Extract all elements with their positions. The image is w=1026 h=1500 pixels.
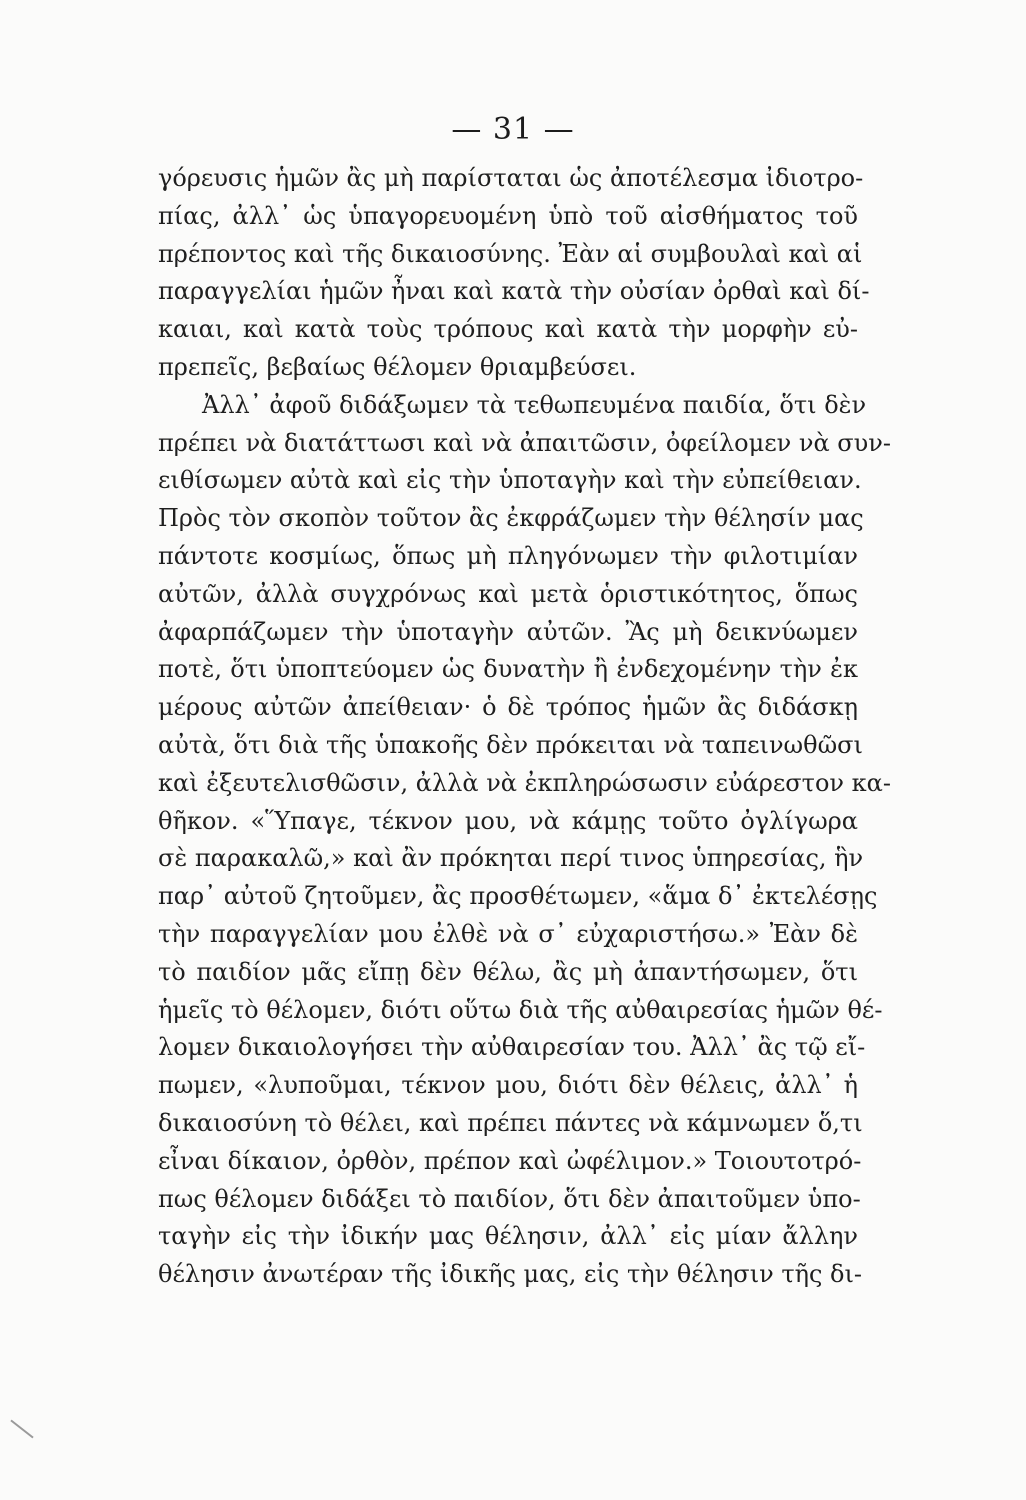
text-line: πρέποντος καὶ τῆς δικαιοσύνης. Ἐὰν αἱ συμβουλαὶ καὶ αἱ [158,239,863,268]
text-line: Πρὸς τὸν σκοπὸν τοῦτον ἂς ἐκφράζωμεν τὴν θέλησίν μας [158,504,864,533]
text-line: εἶναι δίκαιον, ὀρθὸν, πρέπον καὶ ὠφέλιμον.» Τοιουτοτρό- [158,1146,862,1175]
text-line: σὲ παρακαλῶ,» καὶ ἂν πρόκηται περί τινος ὑπηρεσίας, ἣν [158,844,864,873]
text-line: ἡμεῖς τὸ θέλομεν, διότι οὕτω διὰ τῆς αὐθαιρεσίας ἡμῶν θέ- [158,995,883,1024]
text-line: καιαι, καὶ κατὰ τοὺς τρόπους καὶ κατὰ τὴν μορφὴν εὐ- [158,315,858,344]
text-line: ἀφαρπάζωμεν τὴν ὑποταγὴν αὐτῶν. Ἂς μὴ δεικνύωμεν [158,617,858,646]
text-line: πρέπει νὰ διατάττωσι καὶ νὰ ἀπαιτῶσιν, ὀφείλομεν νὰ συν- [158,428,891,457]
text-line: δικαιοσύνη τὸ θέλει, καὶ πρέπει πάντες νὰ κάμνωμεν ὅ,τι [158,1108,863,1137]
text-line: ταγὴν εἰς τὴν ἰδικήν μας θέλησιν, ἀλλ᾽ εἰς μίαν ἄλλην [158,1222,858,1251]
text-line: τὴν παραγγελίαν μου ἐλθὲ νὰ σ᾽ εὐχαριστήσω.» Ἐὰν δὲ [158,919,858,948]
text-line: θῆκον. «Ὕπαγε, τέκνον μου, νὰ κάμῃς τοῦτο ὀγλίγωρα [158,806,858,835]
text-line: λομεν δικαιολογήσει τὴν αὐθαιρεσίαν του. Ἀλλ᾽ ἂς τῷ εἴ- [158,1033,866,1062]
text-line: παραγγελίαι ἡμῶν ἦναι καὶ κατὰ τὴν οὐσίαν ὀρθαὶ καὶ δί- [158,277,870,306]
text-line: πρεπεῖς, βεβαίως θέλομεν θριαμβεύσει. [158,352,637,381]
text-line: πωμεν, «λυποῦμαι, τέκνον μου, διότι δὲν θέλεις, ἀλλ᾽ ἡ [158,1071,858,1100]
text-line: αὐτῶν, ἀλλὰ συγχρόνως καὶ μετὰ ὁριστικότητος, ὅπως [158,579,858,608]
text-line: πάντοτε κοσμίως, ὅπως μὴ πληγόνωμεν τὴν φιλοτιμίαν [158,541,858,570]
text-line: παρ᾽ αὐτοῦ ζητοῦμεν, ἂς προσθέτωμεν, «ἅμα δ᾽ ἐκτελέσῃς [158,882,878,911]
text-line: καὶ ἐξευτελισθῶσιν, ἀλλὰ νὰ ἐκπληρώσωσιν εὐάρεστον κα- [158,768,891,797]
text-line: αὐτὰ, ὅτι διὰ τῆς ὑπακοῆς δὲν πρόκειται νὰ ταπεινωθῶσι [158,730,863,759]
text-line: θέλησιν ἀνωτέραν τῆς ἰδικῆς μας, εἰς τὴν θέλησιν τῆς δι- [158,1260,863,1289]
body-text [158,160,891,1294]
text-line: ειθίσωμεν αὐτὰ καὶ εἰς τὴν ὑποταγὴν καὶ τὴν εὐπείθειαν. [158,466,862,495]
paragraph-start-line: Ἀλλ᾽ ἀφοῦ διδάξωμεν τὰ τεθωπευμένα παιδία, ὅτι δὲν [202,390,867,419]
scan-edge-mark [10,1420,33,1439]
text-line: πως θέλομεν διδάξει τὸ παιδίον, ὅτι δὲν ἀπαιτοῦμεν ὑπο- [158,1184,861,1213]
page-number: — 31 — [451,112,575,147]
text-line: γόρευσις ἡμῶν ἂς μὴ παρίσταται ὡς ἀποτέλεσμα ἰδιοτρο- [158,164,864,192]
text-line: μέρους αὐτῶν ἀπείθειαν· ὁ δὲ τρόπος ἡμῶν ἂς διδάσκῃ [158,693,858,722]
text-line: ποτὲ, ὅτι ὑποπτεύομεν ὡς δυνατὴν ἢ ἐνδεχομένην τὴν ἐκ [158,655,858,684]
text-line: τὸ παιδίον μᾶς εἴπῃ δὲν θέλω, ἂς μὴ ἀπαντήσωμεν, ὅτι [158,957,858,986]
text-line: πίας, ἀλλ᾽ ὡς ὑπαγορευομένη ὑπὸ τοῦ αἰσθήματος τοῦ [158,201,858,230]
